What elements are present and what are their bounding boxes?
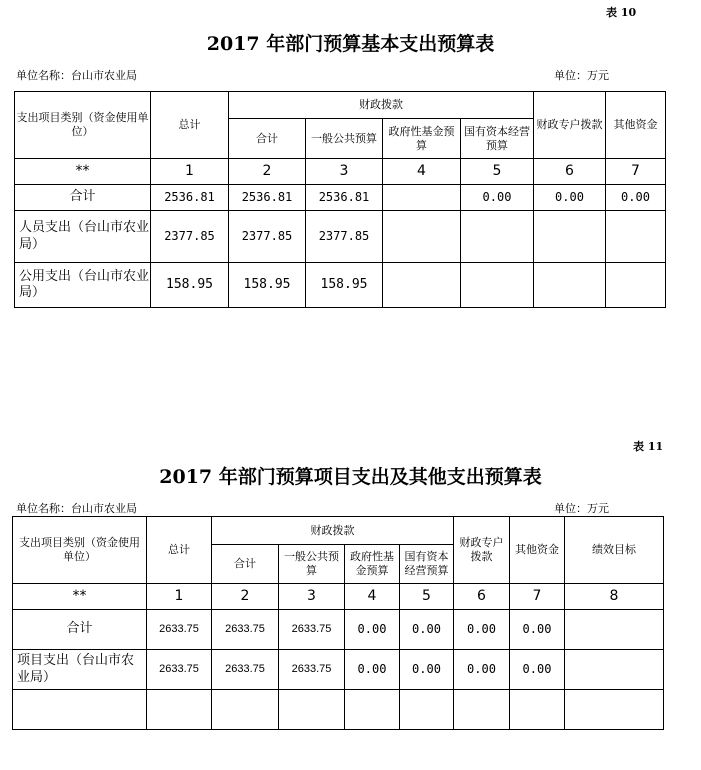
row-label: 公用支出（台山市农业局）: [15, 263, 151, 308]
header-special: 财政专户拨款: [534, 92, 606, 159]
table-row: 合计 2633.75 2633.75 2633.75 0.00 0.00 0.00 0.00: [13, 610, 664, 650]
table-row: 人员支出（台山市农业局） 2377.85 2377.85 2377.85: [15, 211, 666, 263]
row-label: 合计: [13, 610, 147, 650]
header-subtotal: 合计: [212, 545, 279, 584]
header-general: 一般公共预算: [279, 545, 345, 584]
table11-tag: 表 11: [633, 440, 664, 453]
header-other: 其他资金: [606, 92, 666, 159]
header-category: 支出项目类别（资金使用单位）: [13, 517, 147, 584]
header-other: 其他资金: [510, 517, 565, 584]
table10-unit-name: 单位名称：台山市农业局: [16, 69, 137, 82]
table11-unit-name: 单位名称：台山市农业局: [16, 502, 137, 515]
index-row: ** 1 2 3 4 5 6 7 8: [13, 584, 664, 610]
header-category: 支出项目类别（资金使用单位）: [15, 92, 151, 159]
header-total: 总计: [151, 92, 229, 159]
header-fiscal: 财政拨款: [212, 517, 454, 545]
row-label: 合计: [15, 185, 151, 211]
table11-title: 2017 年部门预算项目支出及其他支出预算表: [159, 466, 542, 488]
header-goal: 绩效目标: [565, 517, 664, 584]
table-row: 合计 2536.81 2536.81 2536.81 0.00 0.00 0.00: [15, 185, 666, 211]
table10-tag: 表 10: [606, 6, 637, 19]
header-state-capital: 国有资本经营预算: [461, 119, 534, 159]
index-row: ** 1 2 3 4 5 6 7: [15, 159, 666, 185]
header-special: 财政专户拨款: [454, 517, 510, 584]
row-label: 人员支出（台山市农业局）: [15, 211, 151, 263]
row-label: [13, 690, 147, 730]
table-row: [13, 690, 664, 730]
table10-unit: 单位：万元: [554, 69, 609, 82]
header-gov-fund: 政府性基金预算: [383, 119, 461, 159]
table11: [12, 516, 664, 730]
table11-unit: 单位：万元: [554, 502, 609, 515]
table-row: 项目支出（台山市农业局） 2633.75 2633.75 2633.75 0.00 0.00 0.00 0.00: [13, 650, 664, 690]
header-fiscal: 财政拨款: [229, 92, 534, 119]
header-gov-fund: 政府性基金预算: [345, 545, 400, 584]
table10: [14, 91, 666, 308]
header-general: 一般公共预算: [306, 119, 383, 159]
row-label: 项目支出（台山市农业局）: [13, 650, 147, 690]
header-state-capital: 国有资本经营预算: [400, 545, 454, 584]
header-subtotal: 合计: [229, 119, 306, 159]
header-total: 总计: [147, 517, 212, 584]
table-row: 公用支出（台山市农业局） 158.95 158.95 158.95: [15, 263, 666, 308]
table10-title: 2017 年部门预算基本支出预算表: [206, 33, 495, 55]
